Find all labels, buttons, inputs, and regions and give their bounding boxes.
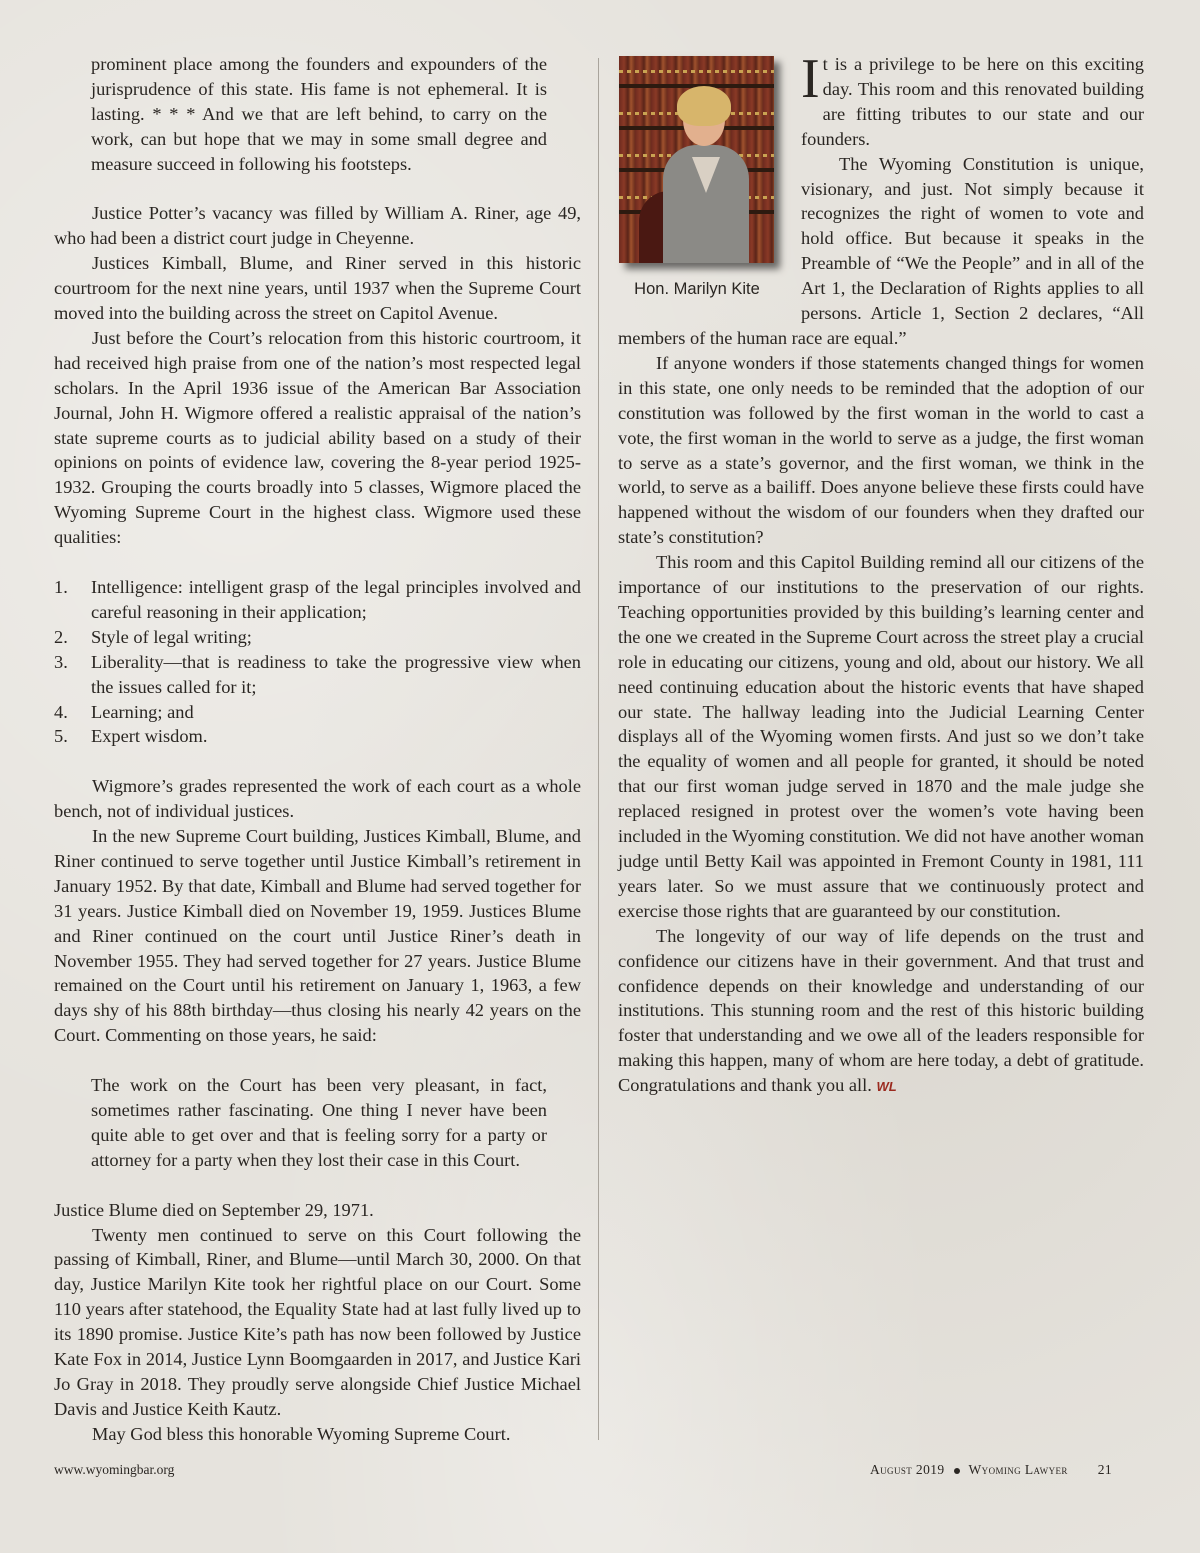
footer-website[interactable]: www.wyomingbar.org (54, 1462, 175, 1477)
right-column (618, 48, 1144, 1100)
paragraph: This room and this Capitol Building remind all our citizens of the importance of our institutions to the preservation of our rights. Teaching opportunities provided by this building’s learning center and the one we created in the Supreme Court across the street play a crucial role in educating our citizens, young and old, about our history. We all need continuing education about the historic events that have shaped our state. The hallway leading into the Judicial Learning Center displays all of the Wyoming women firsts. And just so we don’t take the equality of women and all people for granted, it should be noted that our first woman judge served in 1870 and the male judge she replaced resigned in protest over the women’s vote having been included in the Wyoming constitution. We did not have another woman judge until Betty Kail was appointed in Fremont County in 1981, 111 years later. So we must assure that we continuously protect and exercise those rights that are guaranteed by our constitution. (618, 552, 1144, 921)
paragraph: The longevity of our way of life depends on the trust and confidence our citizens have in their government. And that trust and confidence depends on their knowledge and understanding of our institutions. This stunning room and the rest of this historic building foster that understanding and we owe all of the leaders responsible for making this happen, many of whom are here today, a debt of gratitude. Congratulations and thank you all. (618, 925, 1144, 1096)
list-item: 5. Expert wisdom. (54, 726, 208, 747)
drop-cap: I (801, 48, 820, 110)
paragraph: Justices Kimball, Blume, and Riner served in this historic courtroom for the next nine years, until 1937 when the Supreme Court moved into the building across the street on Capitol Avenue. (54, 253, 581, 324)
block-quote: The work on the Court has been very pleasant, in fact, sometimes rather fascinating. One thing I never have been quite able to get over and that is feeling sorry for a party or attorney for a party when they lost their case in this Court. (91, 1075, 547, 1170)
bullet-icon (954, 1468, 960, 1474)
publication-name: Wyoming Lawyer (968, 1462, 1068, 1477)
paragraph: Wigmore’s grades represented the work of each court as a whole bench, not of individual justices. (54, 776, 581, 822)
paragraph: Justice Potter’s vacancy was filled by William A. Riner, age 49, who had been a district court judge in Cheyenne. (54, 203, 581, 249)
footer-issue (870, 1462, 1112, 1478)
paragraph: The Wyoming Constitution is unique, visionary, and just. Not simply because it recognizes the right of women to vote and hold office. But because it speaks in the Preamble of “We the People” and in all of the Art 1, the Declaration of Rights applies to all persons. Article 1, Section 2 declares, “All members of the human race are equal.” (618, 153, 1144, 348)
block-quote: prominent place among the founders and expounders of the jurisprudence of this state. His fame is not ephemeral. It is lasting. * * * And we that are left behind, to carry on the work, can but hope that we may in some small degree and measure succeed in following his footsteps. (91, 54, 547, 174)
list-item: 4. Learning; and (54, 701, 194, 722)
left-column (54, 52, 581, 1447)
end-mark: WL (876, 1079, 897, 1095)
issue-date: August 2019 (870, 1462, 945, 1477)
portrait-photo (619, 56, 774, 263)
paragraph: t is a privilege to be here on this exciting day. This room and this renovated building are fitting tributes to our state and our founders. (801, 54, 1144, 149)
list-item: 2. Style of legal writing; (54, 626, 252, 647)
list-item: 1. Intelligence: intelligent grasp of the legal principles involved and careful reasoning in their application; (54, 577, 581, 622)
paragraph: Just before the Court’s relocation from this historic courtroom, it had received high praise from one of the nation’s most respected legal scholars. In the April 1936 issue of the American Bar Association Journal, John H. Wigmore offered a realistic appraisal of the nation’s state supreme courts as to judicial ability based on a study of their opinions on points of evidence law, covering the 8-year period 1925-1932. Grouping the courts broadly into 5 classes, Wigmore placed the Wyoming Supreme Court in the highest class. Wigmore used these qualities: (54, 327, 581, 548)
paragraph: Twenty men continued to serve on this Court following the passing of Kimball, Riner, and Blume—until March 30, 2000. On that day, Justice Marilyn Kite took her rightful place on our Court. Some 110 years after statehood, the Equality State had at last fully lived up to its 1890 promise. Justice Kite’s path has now been followed by Justice Kate Fox in 2014, Justice Lynn Boomgaarden in 2017, and Justice Kari Jo Gray in 2018. They proudly serve alongside Chief Justice Michael Davis and Justice Keith Kautz. (54, 1224, 581, 1419)
paragraph: Justice Blume died on September 29, 1971. (54, 1199, 374, 1220)
list-item: 3. Liberality—that is readiness to take the progressive view when the issues called for it; (54, 651, 581, 697)
page-number: 21 (1097, 1462, 1113, 1477)
qualities-list (54, 575, 581, 749)
paragraph: If anyone wonders if those statements changed things for women in this state, one only needs to be reminded that the adoption of our constitution was followed by the first woman in the world to cast a vote, the first woman in the world to serve as a judge, the first woman to serve as a state’s governor, and the first woman, we think in the world, to serve as a bailiff. Does anyone believe these firsts could have happened without the wisdom of our founders when they drafted our state’s constitution? (618, 352, 1144, 548)
photo-figure (617, 56, 797, 302)
paragraph: May God bless this honorable Wyoming Supreme Court. (92, 1423, 511, 1444)
column-divider (598, 58, 599, 1440)
paragraph: In the new Supreme Court building, Justices Kimball, Blume, and Riner continued to serve together until Justice Kimball’s retirement in January 1952. By that date, Kimball and Blume had served together for 31 years. Justice Kimball died on November 19, 1959. Justices Blume and Riner continued on the court until Justice Riner’s death in November 1955. They had served together for 27 years. Justice Blume remained on the Court until his retirement on January 1, 1963, a few days shy of his 88th birthday—thus closing his nearly 42 years on the Court. Commenting on those years, he said: (54, 826, 581, 1046)
photo-caption: Hon. Marilyn Kite (634, 280, 760, 298)
